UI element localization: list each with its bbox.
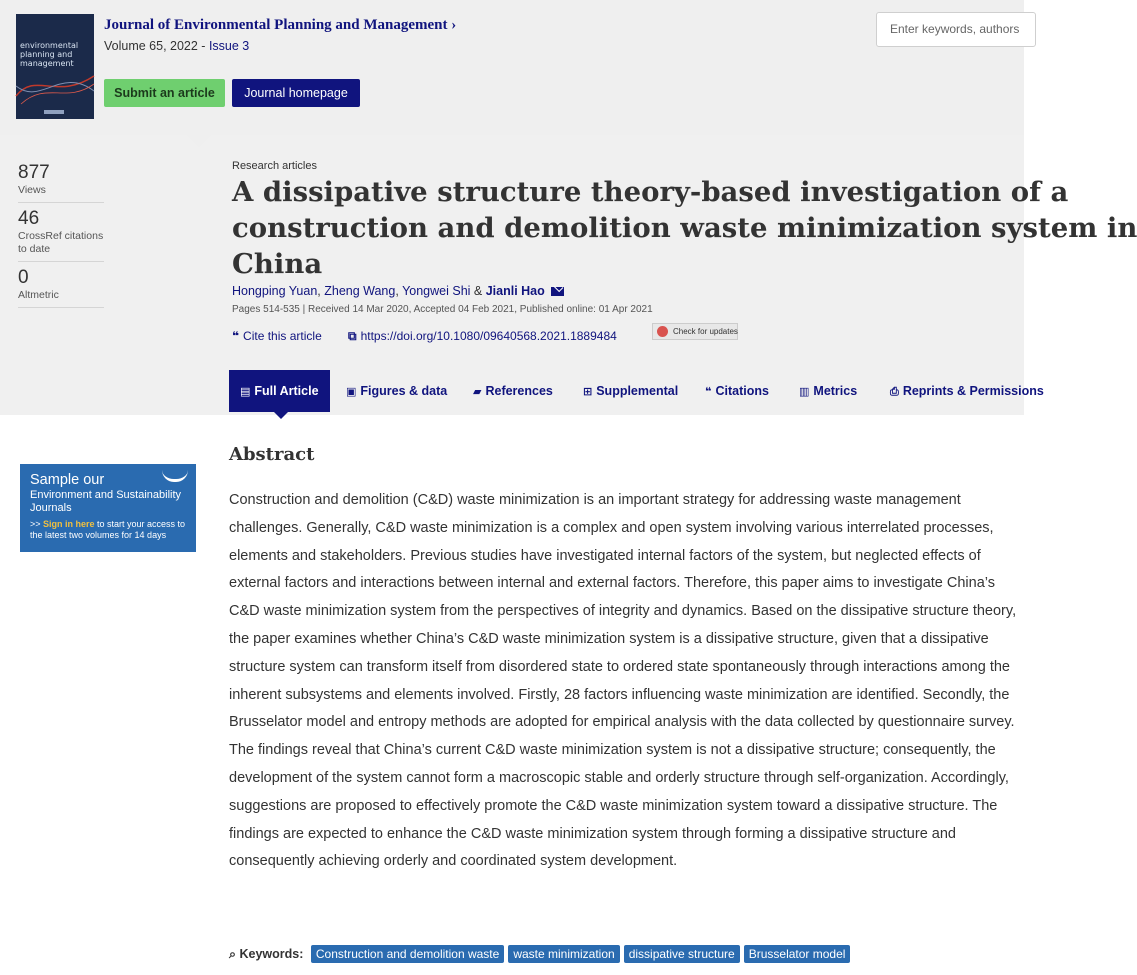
book-icon: ▰ bbox=[473, 386, 482, 398]
tab-label: Citations bbox=[715, 384, 769, 398]
tab-figures[interactable] bbox=[346, 370, 447, 412]
abstract-text: Construction and demolition (C&D) waste minimization is an important strategy for addressing waste management challenges. Generally, C&D waste minimization is a complex and open system involving various interrelated processes, elements and stakeholders. Previous studies have investigated internal factors of the system, but neglected effects of external factors and interactions between internal and external factors. Therefore, this paper aims to investigate China’s C&D waste minimization system from the perspectives of integrity and dynamics. Based on the dissipative structure theory, the paper examines whether China’s C&D waste minimization system is a dissipative structure, given that a dissipative structure system can transform itself from disordered state to ordered state spontaneously through interactions among the inherent subsystems and elements involved. Firstly, 28 factors influencing waste minimization are identified. Secondly, the Brusselator model and entropy methods are adopted for empirical analysis with the data collected by questionnaire survey. The findings reveal that China’s current C&D waste minimization system is not a dissipative structure; consequently, the development of the system cannot form a macroscopic stable and orderly structure through self-organization. Accordingly, suggestions are proposed to effectively promote the C&D waste minimization system toward a dissipative structure. The findings are expected to enhance the C&D waste minimization system through forming a dissipative structure and consequently achieving orderly and coordinated system development. bbox=[229, 492, 1017, 870]
metric-value: 0 bbox=[18, 267, 29, 288]
title-line: construction and demolition waste minimization system in bbox=[232, 212, 1137, 244]
title-line: China bbox=[232, 248, 323, 280]
doi-text: https://doi.org/10.1080/09640568.2021.1889484 bbox=[360, 329, 617, 343]
abstract-heading: Abstract bbox=[229, 444, 315, 465]
email-icon[interactable] bbox=[551, 287, 564, 296]
quote-icon: ❝ bbox=[705, 386, 712, 398]
author-link[interactable]: Zheng Wang bbox=[324, 284, 396, 298]
promo-subtitle: Environment and Sustainability Journals bbox=[30, 489, 182, 514]
metric-value: 877 bbox=[18, 162, 50, 183]
banner-notch bbox=[186, 135, 212, 148]
author-list: Hongping Yuan, Zheng Wang, Yongwei Shi & Jianli Hao bbox=[232, 284, 564, 298]
tab-references[interactable] bbox=[473, 370, 553, 412]
updates-label: Check for updates bbox=[673, 327, 738, 336]
issue-link[interactable]: Issue 3 bbox=[208, 39, 250, 53]
external-link-icon: ⧉ bbox=[348, 329, 357, 343]
promo-rest: to start your access to the latest two volumes for 14 days bbox=[30, 519, 186, 540]
journal-promo-banner[interactable] bbox=[20, 464, 196, 552]
cover-publisher-logo bbox=[44, 110, 64, 114]
publication-dates: Pages 514-535 | Received 14 Mar 2020, Accepted 04 Feb 2021, Published online: 01 Apr 2021 bbox=[232, 304, 653, 315]
tab-full-article[interactable] bbox=[229, 370, 330, 412]
tab-label: Figures & data bbox=[360, 384, 448, 398]
tab-reprints[interactable] bbox=[890, 370, 1044, 412]
tab-label: Supplemental bbox=[596, 384, 679, 398]
metric-altmetric[interactable] bbox=[18, 267, 104, 308]
keyword-tag[interactable]: Construction and demolition waste bbox=[311, 945, 504, 963]
metric-views[interactable] bbox=[18, 162, 104, 203]
promo-prefix: >> bbox=[30, 519, 44, 529]
tab-label: References bbox=[485, 384, 553, 398]
active-tab-notch bbox=[274, 412, 288, 419]
submit-article-button[interactable]: Submit an article bbox=[104, 79, 225, 107]
keywords-label bbox=[229, 947, 303, 961]
promo-signin-link[interactable]: Sign in here bbox=[43, 519, 95, 529]
article-title bbox=[232, 174, 1137, 282]
check-updates-button[interactable] bbox=[652, 323, 738, 340]
bar-chart-icon: ▥ bbox=[799, 386, 810, 398]
cite-label: Cite this article bbox=[243, 329, 322, 343]
image-icon: ▣ bbox=[346, 386, 357, 398]
journal-cover-image[interactable] bbox=[16, 14, 94, 119]
author-link[interactable]: Yongwei Shi bbox=[402, 284, 471, 298]
promo-text bbox=[30, 519, 186, 541]
plus-icon: ⊞ bbox=[583, 386, 593, 398]
metric-label: Altmetric bbox=[18, 289, 59, 301]
quote-icon: ❝ bbox=[232, 329, 240, 343]
keywords-row bbox=[229, 945, 854, 963]
tab-supplemental[interactable] bbox=[583, 370, 678, 412]
doi-link[interactable] bbox=[348, 329, 617, 344]
journal-volume bbox=[104, 39, 249, 53]
search-input[interactable]: Enter keywords, authors bbox=[876, 12, 1036, 47]
tab-label: Metrics bbox=[813, 384, 858, 398]
article-metrics bbox=[18, 162, 104, 313]
search-icon: ⌕ bbox=[229, 947, 240, 961]
keyword-tag[interactable]: Brusselator model bbox=[744, 945, 851, 963]
author-link[interactable]: Hongping Yuan bbox=[232, 284, 318, 298]
keyword-tag[interactable]: dissipative structure bbox=[624, 945, 740, 963]
tab-label: Reprints & Permissions bbox=[902, 384, 1044, 398]
journal-title-link[interactable]: Journal of Environmental Planning and Management › bbox=[104, 17, 457, 33]
crossmark-icon bbox=[657, 326, 668, 337]
metric-value: 46 bbox=[18, 208, 40, 229]
tab-label: Full Article bbox=[254, 384, 319, 398]
print-icon: ⎙ bbox=[890, 386, 899, 398]
tab-citations[interactable] bbox=[705, 370, 769, 412]
cite-article-link[interactable] bbox=[232, 329, 322, 343]
cover-title: environmental planning and management bbox=[20, 41, 79, 68]
metric-label: Views bbox=[18, 184, 46, 196]
cover-swirl-graphic bbox=[16, 66, 94, 106]
title-line: A dissipative structure theory-based investigation of a bbox=[232, 176, 1069, 208]
metric-crossref[interactable] bbox=[18, 208, 104, 262]
journal-homepage-button[interactable]: Journal homepage bbox=[232, 79, 360, 107]
volume-text: Volume 65, 2022 - bbox=[104, 39, 209, 53]
author-link[interactable]: Jianli Hao bbox=[485, 284, 545, 298]
tab-metrics[interactable] bbox=[799, 370, 857, 412]
promo-title: Sample our bbox=[30, 472, 105, 488]
article-type: Research articles bbox=[232, 160, 317, 172]
metric-label: CrossRef citations to date bbox=[18, 230, 104, 255]
keywords-label-text: Keywords: bbox=[239, 947, 304, 961]
keyword-tag[interactable]: waste minimization bbox=[508, 945, 619, 963]
document-icon: ▤ bbox=[240, 386, 251, 398]
